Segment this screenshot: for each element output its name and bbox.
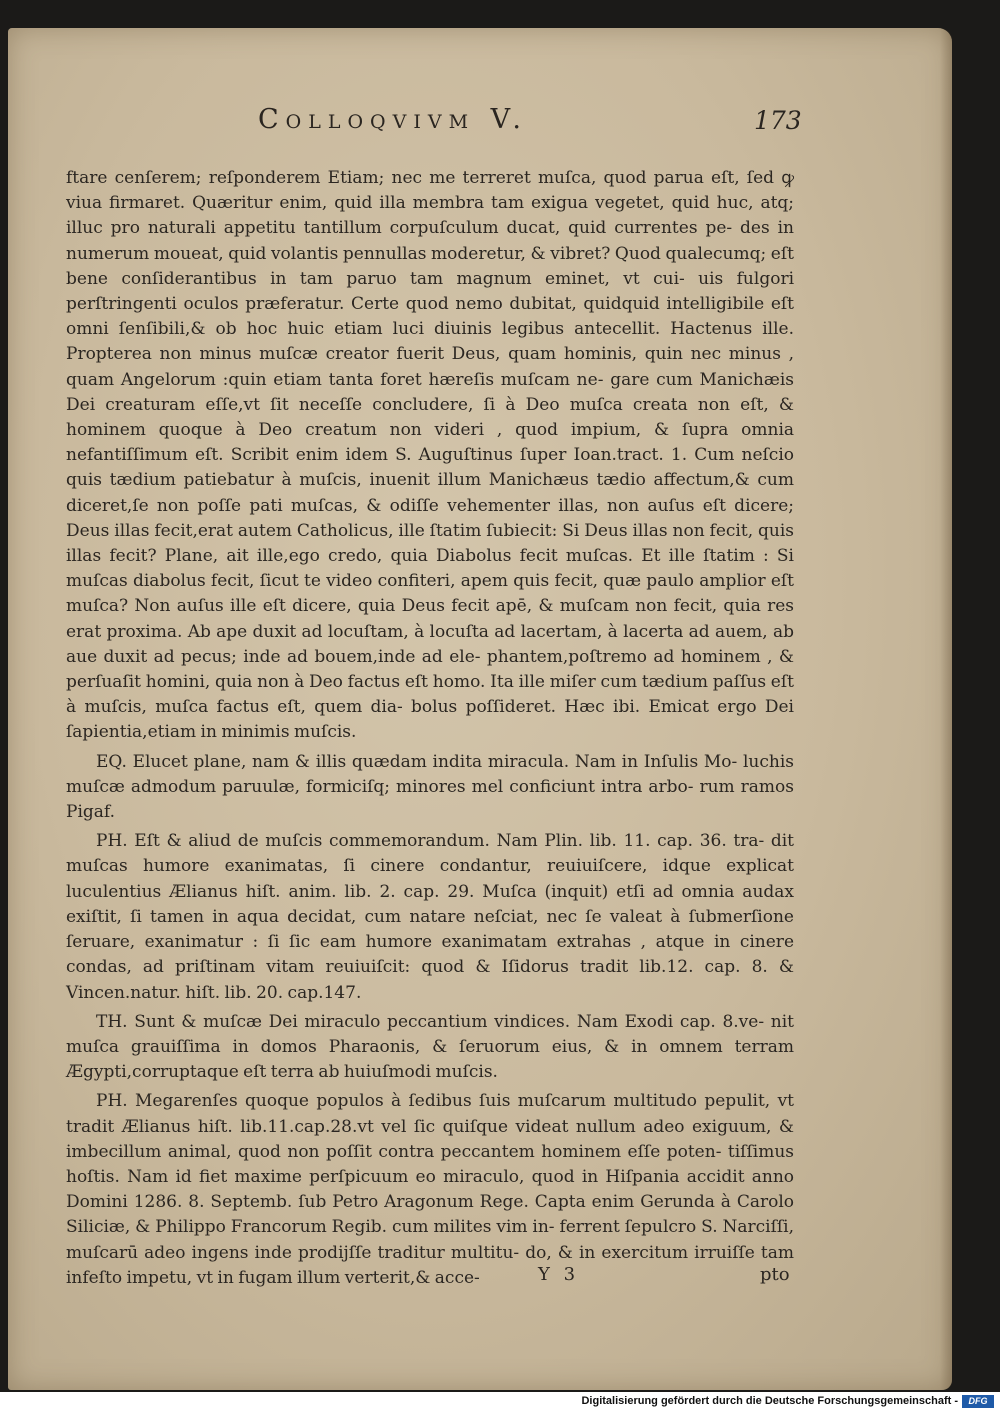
text-line: condas, ad priſtinam vitam reuiuiſcit: quod & Iſidorus tradit lib.12. cap. 8. & [66, 957, 794, 978]
text-line: exiſtit, ſi tamen in aqua decidat, cum natare neſciat, nec ſe valeat à ſubmerſione [66, 906, 794, 927]
text-line: Vincen.natur. hiſt. lib. 20. cap.147. [66, 982, 362, 1003]
text-line: bolus poſſideret. Hæc ibi. Emicat ergo Dei ſapientia,etiam in minimis muſcis. [66, 697, 794, 743]
text-line: PH. Eſt & aliud de muſcis commemorandum. Nam Plin. lib. 11. cap. 36. tra- [96, 831, 765, 852]
text-line: luculentius Ælianus hiſt. anim. lib. 2. cap. 29. Muſca (inquit) etſi ad omnia audax [66, 881, 794, 902]
text-line: ſupra omnia nefantiſſimum eſt. Scribit enim idem S. Auguſtinus ſuper Ioan.tract. [66, 420, 795, 466]
text-line: ad lacertam, à lacerta ad auem, ab aue duxit ad pecus; inde ad bouem,inde ad ele- [66, 621, 794, 667]
text-line: 1. Cum neſcio quis tædium patiebatur à muſcis, inuenit illum Manichæus tædio [66, 445, 794, 491]
paragraph [66, 750, 794, 826]
text-line: quin nec minus , quam Angelorum :quin etiam tanta foret hæreſis muſcam ne- [66, 344, 795, 390]
text-line: do, & in exercitum irruiſſe tam infeſto impetu, vt in fugam illum verterit,& acce- [66, 1242, 794, 1288]
credit-text: Digitalisierung gefördert durch die Deutsche Forschungsgemeinschaft - [581, 1395, 958, 1407]
text-line: nit muſca grauiſſima in domos Pharaonis, & ſeruorum eius, & in omnem terram [66, 1011, 794, 1057]
text-line: tiſſimus hoſtis. Nam id fiet maxime perſpicuum eo miraculo, quod in Hiſpania [66, 1141, 794, 1187]
body-text [66, 166, 794, 1295]
text-line: atq; illuc pro naturali appetitu tantillum corpuſculum ducat, quid currentes pe- [66, 193, 795, 239]
paragraph [66, 166, 794, 746]
text-line: ftare cenſerem; reſponderem Etiam; nec me terreret muſca, quod parua eſt, ſed [66, 168, 775, 188]
text-line: Deus illas non fecit, quis illas fecit? Plane, ait ille,ego credo, quia Diabolus fecit [66, 520, 794, 567]
text-line: dit muſcas humore exanimatas, ſi cinere condantur, reuiuiſcere, idque explicat [66, 831, 794, 877]
page-header [8, 104, 952, 144]
dfg-logo: DFG [962, 1395, 994, 1408]
text-line: gare cum Manichæis Dei creaturam eſſe,vt ſit neceſſe concludere, ſi à Deo muſca [66, 369, 795, 415]
signature-mark: Y 3 [538, 1264, 580, 1285]
text-line: fecit, quæ paulo amplior eſt muſca? Non auſus ille eſt dicere, quia Deus fecit apē, [66, 571, 794, 617]
paragraph [66, 829, 794, 1005]
text-line: uis fulgori perſtringenti oculos præferatur. Certe quod nemo dubitat, quidquid [66, 268, 795, 315]
text-line: vt tradit Ælianus hiſt. lib.11.cap.28.vt vel ſic quiſque videat nullum adeo exiguum, [66, 1091, 794, 1137]
text-line: Ægypti,corruptaque eſt terra ab huiuſmodi muſcis. [66, 1062, 498, 1083]
text-line: TH. Sunt & muſcæ Dei miraculo peccantium vindices. Nam Exodi cap. 8.ve- [96, 1011, 765, 1032]
paragraph [66, 1089, 794, 1291]
text-line: Gerunda à Carolo Siliciæ, & Philippo Francorum Regib. cum milites vim in- [66, 1192, 794, 1238]
page-footer [8, 1264, 952, 1294]
page-number: 173 [754, 106, 802, 135]
text-line: ſeruare, exanimatur : ſi ſic eam humore exanimatam extrahas , atque in cinere [66, 932, 794, 953]
text-line: auſus eſt dicere; Deus illas fecit,erat autem Catholicus, ille ſtatim ſubiecit: Si [66, 495, 794, 541]
credit-bar [0, 1392, 1000, 1411]
page-edge [940, 28, 952, 1390]
book-page [8, 28, 952, 1390]
text-line: luchis muſcæ admodum paruulæ, formiciſq; minores mel conficiunt intra arbo- [66, 751, 794, 797]
text-line: PH. Megarenſes quoque populos à ſedibus ſuis muſcarum multitudo pepulit, [96, 1091, 771, 1112]
text-line: qualecumq; eſt bene conſiderantibus in tam paruo tam magnum eminet, vt cui- [66, 243, 794, 289]
text-line: & muſcam non fecit, quia res erat proxima. Ab ape duxit ad locuſtam, à locuſta [66, 596, 795, 642]
text-line: rum ramos Pigaf. [66, 776, 794, 823]
text-line: intelligibile eſt omni ſenſibili,& ob hoc huic etiam luci diuinis legibus antecellit. [66, 294, 794, 340]
text-line: muſcas. Et ille ſtatim : Si muſcas diabolus fecit, ſicut te video confiteri, apem quis [66, 546, 794, 592]
text-line: accidit anno Domini 1286. 8. Septemb. ſub Petro Aragonum Rege. Capta enim [66, 1166, 795, 1213]
text-line: affectum,& cum diceret,ſe non poſſe pati muſcas, & odiſſe vehementer illas, non [66, 470, 794, 516]
text-line: homo. Ita ille miſer cum tædium paſſus eſt à muſcis, muſca factus eſt, quem dia- [66, 672, 794, 718]
text-line: creata non eſt, & hominem quoque à Deo creatum non videri , quod impium, & [66, 394, 795, 441]
text-line: ꝙ viua firmaret. Quæritur enim, quid illa membra tam exigua vegetet, quid huc, [66, 168, 794, 214]
text-line: ferrent ſepulcro S. Narciſſi, muſcarū adeo ingens inde prodijſſe traditur multitu- [66, 1217, 794, 1263]
text-line: EQ. Elucet plane, nam & illis quædam indita miracula. Nam in Inſulis Mo- [96, 751, 738, 772]
paragraph [66, 1010, 794, 1086]
text-line: des in numerum moueat, quid volantis pennullas moderetur, & vibret? Quod [66, 218, 794, 264]
text-line: phantem,poſtremo ad hominem , & perſuaſit homini, quia non à Deo factus eſt [66, 646, 795, 693]
text-line: Hactenus ille. Propterea non minus muſcæ creator fuerit Deus, quam hominis, [66, 319, 794, 365]
catchword: pto [760, 1264, 790, 1285]
running-head: Colloqvivm V. [258, 104, 528, 135]
text-line: & imbecillum animal, quod non poſſit contra peccantem hominem eſſe poten- [66, 1116, 794, 1162]
